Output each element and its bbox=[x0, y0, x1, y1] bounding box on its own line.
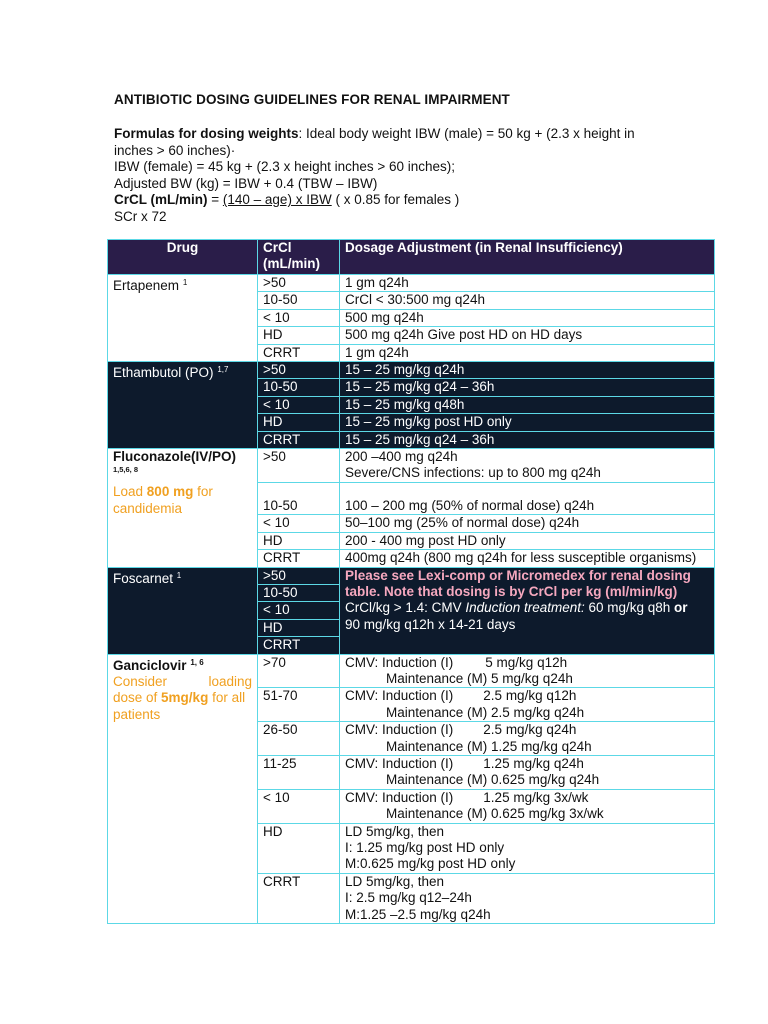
dose-line: Severe/CNS infections: up to 800 mg q24h bbox=[345, 465, 601, 481]
dosing-table bbox=[107, 239, 715, 924]
drug-ethambutol bbox=[108, 362, 258, 449]
dose-line: M:1.25 –2.5 mg/kg q24h bbox=[345, 906, 491, 922]
note-dose: 800 mg bbox=[146, 484, 194, 500]
crcl-cell: CRRT bbox=[258, 550, 340, 567]
formulas-label: Formulas for dosing weights bbox=[114, 126, 299, 141]
induction-dose: 1.25 mg/kg 3x/wk bbox=[483, 789, 589, 805]
dose-text: Induction treatment: bbox=[465, 600, 585, 616]
crcl-cell: CRRT bbox=[258, 431, 340, 448]
dose-cell: 50–100 mg (25% of normal dose) q24h bbox=[340, 515, 715, 532]
drug-foscarnet bbox=[108, 567, 258, 654]
dose-cell: 15 – 25 mg/kg q48h bbox=[340, 396, 715, 413]
crcl-cell: HD bbox=[258, 532, 340, 549]
crcl-cell: HD bbox=[258, 619, 340, 636]
note-dose: 5mg/kg bbox=[161, 690, 209, 706]
dose-cell bbox=[340, 688, 715, 722]
dose-cell bbox=[340, 654, 715, 688]
drug-ref: 1 bbox=[176, 570, 182, 580]
induction-label: CMV: Induction (I) bbox=[345, 722, 454, 738]
drug-name: Ganciclovir bbox=[113, 657, 187, 673]
note-text: dose of bbox=[113, 690, 162, 706]
dose-text: CrCl/kg > 1.4: CMV bbox=[345, 600, 466, 616]
crcl-cell: >50 bbox=[258, 449, 340, 483]
drug-name: Ertapenem bbox=[113, 278, 180, 293]
dose-cell bbox=[340, 789, 715, 823]
dose-cell: 15 – 25 mg/kg q24 – 36h bbox=[340, 379, 715, 396]
note-text: Load bbox=[113, 484, 147, 500]
crcl-formula-line bbox=[114, 192, 674, 209]
maintenance-dose: Maintenance (M) 2.5 mg/kg q24h bbox=[386, 704, 585, 720]
dose-line: I: 2.5 mg/kg q12–24h bbox=[345, 890, 472, 906]
drug-ertapenem bbox=[108, 275, 258, 362]
induction-dose: 5 mg/kg q12h bbox=[485, 654, 568, 670]
crcl-cell: < 10 bbox=[258, 309, 340, 326]
dose-line: 200 –400 mg q24h bbox=[345, 449, 458, 465]
crcl-cell: CRRT bbox=[258, 637, 340, 654]
dose-line: LD 5mg/kg, then bbox=[345, 823, 445, 839]
crcl-cell: 26-50 bbox=[258, 722, 340, 756]
crcl-label: CrCL (mL/min) bbox=[114, 192, 208, 208]
induction-label: CMV: Induction (I) bbox=[345, 789, 454, 805]
header-dosage: Dosage Adjustment (in Renal Insufficiency) bbox=[340, 240, 715, 275]
table-row bbox=[108, 654, 715, 688]
dose-cell: 1 gm q24h bbox=[340, 344, 715, 361]
note-text: for all bbox=[208, 690, 246, 706]
crcl-cell: >50 bbox=[258, 567, 340, 584]
crcl-cell: < 10 bbox=[258, 789, 340, 823]
dose-cell bbox=[340, 567, 715, 654]
crcl-cell: 10-50 bbox=[258, 292, 340, 309]
fluconazole-load-note bbox=[113, 484, 213, 515]
header-crcl-line1: CrCl bbox=[263, 240, 292, 255]
induction-dose: 2.5 mg/kg q24h bbox=[483, 722, 577, 738]
crcl-equals: = bbox=[207, 192, 223, 208]
dose-cell: 500 mg q24h Give post HD on HD days bbox=[340, 327, 715, 344]
maintenance-dose: Maintenance (M) 5 mg/kg q24h bbox=[386, 670, 573, 686]
dose-cell: 15 – 25 mg/kg q24 – 36h bbox=[340, 431, 715, 448]
dose-cell: 100 – 200 mg (50% of normal dose) q24h bbox=[340, 482, 715, 514]
ibw-male-text: : Ideal body weight IBW (male) = 50 kg + (2.3 x height in bbox=[298, 126, 635, 141]
note-text: patients bbox=[113, 706, 161, 722]
dose-cell: 1 gm q24h bbox=[340, 275, 715, 292]
crcl-cell: < 10 bbox=[258, 396, 340, 413]
crcl-cell: 10-50 bbox=[258, 379, 340, 396]
maintenance-dose: Maintenance (M) 0.625 mg/kg 3x/wk bbox=[386, 806, 604, 822]
induction-label: CMV: Induction (I) bbox=[345, 755, 454, 771]
dose-line: LD 5mg/kg, then bbox=[345, 873, 445, 889]
drug-name: Foscarnet bbox=[113, 570, 174, 586]
drug-ganciclovir bbox=[108, 654, 258, 924]
dose-cell: 15 – 25 mg/kg post HD only bbox=[340, 414, 715, 431]
crcl-cell: < 10 bbox=[258, 602, 340, 619]
crcl-cell: HD bbox=[258, 823, 340, 873]
foscarnet-warning: Please see Lexi-comp or Micromedex for renal dosing table. Note that dosing is by CrCl per kg (ml/min/kg) bbox=[345, 567, 691, 599]
drug-name: Ethambutol (PO) bbox=[113, 365, 214, 381]
dose-cell: 15 – 25 mg/kg q24h bbox=[340, 362, 715, 379]
table-row bbox=[108, 275, 715, 292]
dose-line: M:0.625 mg/kg post HD only bbox=[345, 856, 516, 872]
header-crcl bbox=[258, 240, 340, 275]
table-row bbox=[108, 567, 715, 584]
ganciclovir-load-note bbox=[113, 674, 252, 722]
dose-cell bbox=[340, 823, 715, 873]
header-drug: Drug bbox=[108, 240, 258, 275]
dose-cell bbox=[340, 722, 715, 756]
drug-ref: 1, 6 bbox=[190, 657, 204, 667]
table-row bbox=[108, 362, 715, 379]
crcl-female-factor: ( x 0.85 for females ) bbox=[331, 192, 460, 208]
page-title: ANTIBIOTIC DOSING GUIDELINES FOR RENAL IMPAIRMENT bbox=[114, 92, 510, 107]
ibw-female-line: IBW (female) = 45 kg + (2.3 x height inches > 60 inches); bbox=[114, 159, 456, 175]
crcl-cell: 11-25 bbox=[258, 755, 340, 789]
formulas-section bbox=[114, 126, 674, 226]
crcl-cell: CRRT bbox=[258, 873, 340, 923]
dose-text: or bbox=[674, 600, 688, 616]
dose-line: I: 1.25 mg/kg post HD only bbox=[345, 840, 505, 855]
induction-label: CMV: Induction (I) bbox=[345, 654, 454, 670]
crcl-cell: 51-70 bbox=[258, 688, 340, 722]
note-text: Consider loading bbox=[113, 673, 252, 689]
drug-fluconazole bbox=[108, 449, 258, 567]
induction-dose: 2.5 mg/kg q12h bbox=[483, 688, 577, 704]
crcl-cell: >70 bbox=[258, 654, 340, 688]
crcl-cell: >50 bbox=[258, 362, 340, 379]
note-text: for bbox=[193, 484, 213, 500]
dose-cell bbox=[340, 873, 715, 923]
crcl-cell: HD bbox=[258, 327, 340, 344]
dose-cell: CrCl < 30:500 mg q24h bbox=[340, 292, 715, 309]
crcl-cell: >50 bbox=[258, 275, 340, 292]
dose-cell: 500 mg q24h bbox=[340, 309, 715, 326]
dose-cell: 200 - 400 mg post HD only bbox=[340, 532, 715, 549]
ibw-male-line-cont: inches > 60 inches)· bbox=[114, 142, 236, 158]
header-crcl-line2: (mL/min) bbox=[263, 256, 320, 272]
dose-cell: 400mg q24h (800 mg q24h for less susceptible organisms) bbox=[340, 550, 715, 567]
crcl-cell: 10-50 bbox=[258, 482, 340, 514]
crcl-cell: CRRT bbox=[258, 344, 340, 361]
dose-text: 90 mg/kg q12h x 14-21 days bbox=[345, 616, 516, 632]
maintenance-dose: Maintenance (M) 1.25 mg/kg q24h bbox=[386, 738, 592, 754]
ibw-male-line bbox=[114, 126, 674, 143]
maintenance-dose: Maintenance (M) 0.625 mg/kg q24h bbox=[386, 772, 600, 788]
drug-name: Fluconazole(IV/PO) bbox=[113, 449, 237, 465]
table-row bbox=[108, 449, 715, 483]
dose-cell bbox=[340, 449, 715, 483]
drug-ref: 1,7 bbox=[217, 365, 229, 375]
drug-ref: 1 bbox=[182, 278, 188, 287]
note-text: candidemia bbox=[113, 500, 183, 516]
induction-dose: 1.25 mg/kg q24h bbox=[483, 755, 584, 771]
crcl-cell: 10-50 bbox=[258, 584, 340, 601]
dose-cell bbox=[340, 755, 715, 789]
crcl-cell: HD bbox=[258, 414, 340, 431]
dose-text: 60 mg/kg q8h bbox=[584, 600, 675, 616]
drug-ref: 1,5,6, 8 bbox=[113, 465, 139, 475]
crcl-denominator: SCr x 72 bbox=[114, 208, 167, 224]
crcl-numerator: (140 – age) x IBW bbox=[222, 192, 332, 208]
adjusted-bw-line: Adjusted BW (kg) = IBW + 0.4 (TBW – IBW) bbox=[114, 175, 378, 191]
table-header-row bbox=[108, 240, 715, 275]
induction-label: CMV: Induction (I) bbox=[345, 688, 454, 704]
crcl-cell: < 10 bbox=[258, 515, 340, 532]
